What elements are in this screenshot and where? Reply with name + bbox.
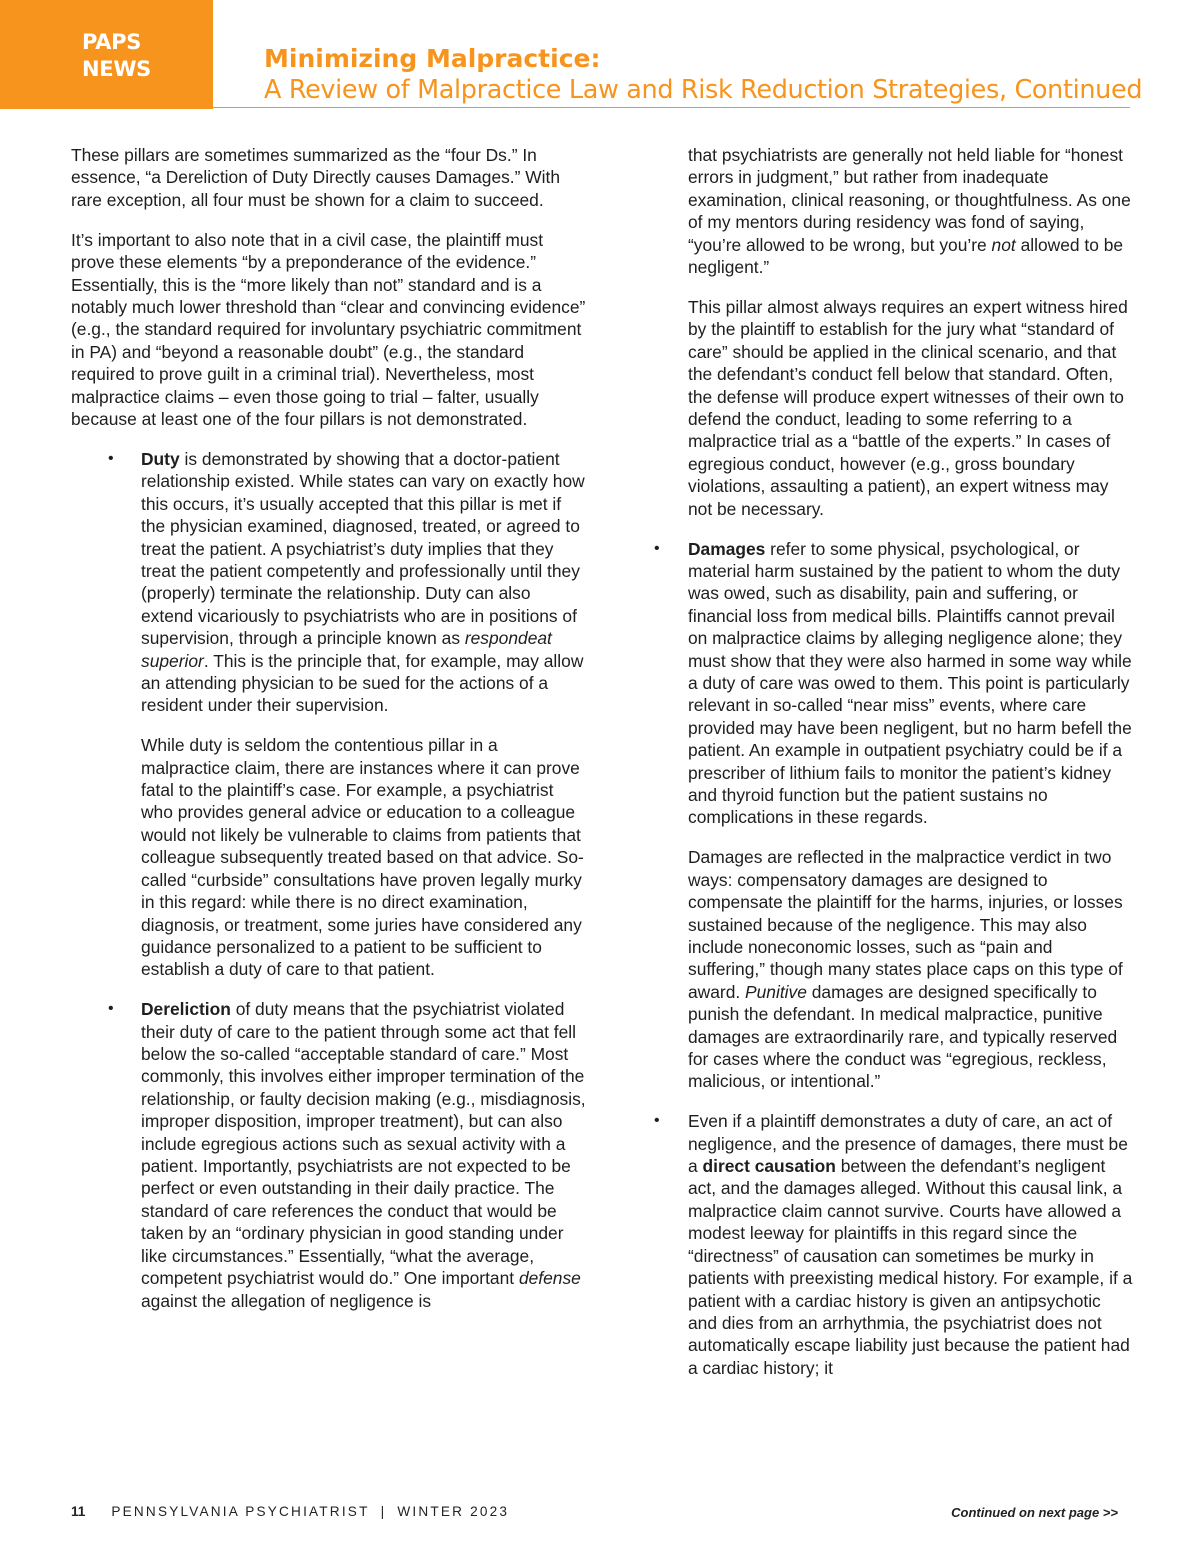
header-divider: [213, 107, 1130, 108]
continued-link[interactable]: Continued on next page >>: [951, 1505, 1118, 1520]
paragraph: Duty is demonstrated by showing that a doctor-patient relationship existed. While states can vary on exactly how this occurs, it’s usually accepted that this pillar is met if the physician examined, diagnosed, treated, or agreed to treat the patient. A psychiatrist’s duty implies that they treat the patient competently and professionally until they (properly) terminate the relationship. Duty can also extend vicariously to psychiatrists who are in positions of supervision, through a principle known as respondeat superior. This is the principle that, for example, may allow an attending physician to be sued for the actions of a resident under their supervision.: [141, 448, 585, 716]
article-subtitle: A Review of Malpractice Law and Risk Reduction Strategies, Continued: [264, 75, 1143, 105]
page-number: 11: [71, 1504, 86, 1519]
publication-name: PENNSYLVANIA PSYCHIATRIST: [111, 1504, 370, 1519]
paragraph: Damages are reflected in the malpractice verdict in two ways: compensatory damages are designed to compensate the plaintiff for the harms, injuries, or losses sustained because of the negligence. This may also include noneconomic losses, such as “pain and suffering,” though many states place caps on this type of award. Punitive damages are designed specifically to punish the defendant. In medical malpractice, punitive damages are extraordinarily rare, and typically reserved for cases where the conduct was “egregious, reckless, malicious, or intentional.”: [688, 847, 1123, 1092]
right-column: [654, 144, 1133, 1397]
footer-separator: |: [380, 1504, 387, 1519]
list-item-damages: [654, 538, 1133, 1093]
list-item-causation: [654, 1110, 1133, 1379]
section-tag: [0, 0, 213, 109]
term-duty: Duty: [141, 448, 180, 469]
paragraph: While duty is seldom the contentious pillar in a malpractice claim, there are instances where it can prove fatal to the plaintiff’s case. For example, a psychiatrist who provides general advice or education to a colleague would not likely be vulnerable to claims from patients that colleague subsequently treated based on that advice. So-called “curbside” consultations have proven legally murky in this regard: while there is no direct examination, diagnosis, or treatment, some juries have considered any guidance personalized to a patient to be sufficient to establish a duty of care to that patient.: [141, 735, 584, 980]
term-damages: Damages: [688, 538, 766, 559]
paragraph: Even if a plaintiff demonstrates a duty of care, an act of negligence, and the presence of damages, there must be a direct causation between the defendant’s negligent act, and the damages alleged. Without this causal link, a malpractice claim cannot survive. Courts have allowed a modest leeway for plaintiffs in this regard since the “directness” of causation can sometimes be murky in patients with preexisting medical history. For example, if a patient with a cardiac history is given an antipsychotic and dies from an arrhythmia, the psychiatrist does not automatically escape liability just because the patient had a cardiac history; it: [688, 1111, 1133, 1378]
issue-label: WINTER 2023: [397, 1504, 510, 1519]
article-title: Minimizing Malpractice:: [264, 44, 601, 73]
term-direct-causation: direct causation: [702, 1156, 836, 1177]
paragraph: that psychiatrists are generally not held liable for “honest errors in judgment,” but rather from inadequate examination, clinical reasoning, or thoughtfulness. As one of my mentors during residency was fond of saying, “you’re allowed to be wrong, but you’re not allowed to be negligent.”: [688, 145, 1131, 278]
paragraph: Damages refer to some physical, psychological, or material harm sustained by the patient to whom the duty was owed, such as disability, pain and suffering, or financial loss from medical bills. Plaintiffs cannot prevail on malpractice claims by alleging negligence alone; they must show that they were also harmed in some way while a duty of care was owed to them. This point is particularly relevant in so-called “near miss” events, where care provided may have been negligent, but no harm befell the patient. An example in outpatient psychiatry could be if a prescriber of lithium fails to monitor the patient’s kidney and thyroid function but the patient sustains no complications in these regards.: [688, 538, 1132, 828]
bullet-icon: •: [654, 1112, 660, 1130]
list-item-duty: [71, 448, 586, 981]
paragraph: This pillar almost always requires an expert witness hired by the plaintiff to establish for the jury what “standard of care” should be applied in the clinical scenario, and that the defendant’s conduct fell below that standard. Often, the defense will produce expert witnesses of their own to defend the conduct, leading to some referring to a malpractice trial as a “battle of the experts.” In cases of egregious conduct, however (e.g., gross boundary violations, assaulting a patient), an expert witness may not be necessary.: [688, 296, 1128, 519]
page-footer: [71, 1504, 509, 1519]
paragraph: Dereliction of duty means that the psychiatrist violated their duty of care to the patient through some act that fell below the so-called “acceptable standard of care.” Most commonly, this involves either improper termination of the relationship, or faulty decision making (e.g., misdiagnosis, improper disposition, improper treatment), but can also include egregious actions such as sexual activity with a patient. Importantly, psychiatrists are not expected to be perfect or even outstanding in their daily practice. The standard of care references the conduct that would be taken by an “ordinary physician in good standing under like circumstances.” Essentially, “what the average, competent psychiatrist would do.” One important defense against the allegation of negligence is: [141, 999, 586, 1311]
left-column: [71, 144, 586, 1329]
list-item-dereliction: [71, 998, 586, 1312]
tag-line-2: NEWS: [82, 57, 152, 81]
bullet-icon: •: [654, 539, 660, 557]
bullet-icon: •: [108, 1000, 114, 1018]
paragraph: It’s important to also note that in a civil case, the plaintiff must prove these elements “by a preponderance of the evidence.” Essentially, this is the “more likely than not” standard and is a notably much lower threshold than “clear and convincing evidence” (e.g., the standard required for involuntary psychiatric commitment in PA) and “beyond a reasonable doubt” (e.g., the standard required to prove guilt in a criminal trial). Nevertheless, most malpractice claims – even those going to trial – falter, usually because at least one of the four pillars is not demonstrated.: [71, 229, 586, 429]
tag-line-1: PAPS: [82, 30, 142, 54]
bullet-icon: •: [108, 449, 114, 467]
paragraph: These pillars are sometimes summarized as the “four Ds.” In essence, “a Dereliction of Duty Directly causes Damages.” With rare exception, all four must be shown for a claim to succeed.: [71, 145, 561, 210]
term-dereliction: Dereliction: [141, 999, 231, 1020]
